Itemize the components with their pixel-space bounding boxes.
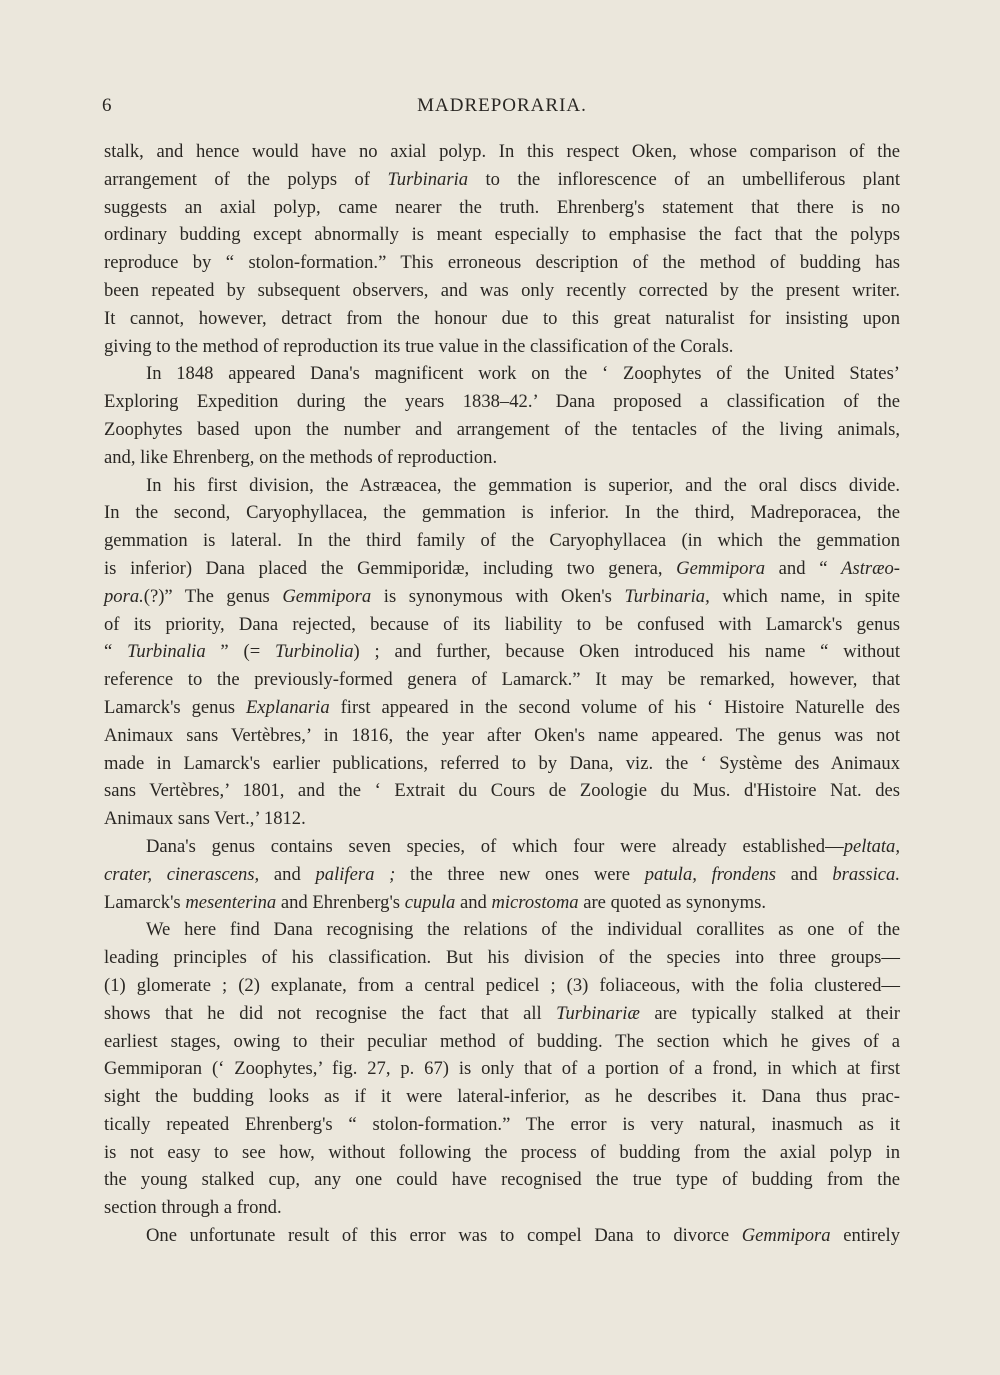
italic-text: Turbinaria,	[624, 585, 710, 607]
text-run: ) ; and further, because Oken introduced his name “ without	[353, 641, 901, 663]
text-line	[104, 194, 900, 222]
body-text	[104, 138, 900, 1250]
text-line	[104, 805, 900, 833]
text-line	[104, 1000, 900, 1028]
text-line	[104, 166, 900, 194]
text-line	[104, 499, 900, 527]
text-run: shows that he did not recognise the fact that all	[104, 1002, 557, 1024]
text-line	[104, 1194, 900, 1222]
italic-text: Turbinariæ	[556, 1002, 640, 1024]
text-line	[104, 583, 900, 611]
italic-text: Gemmipora	[741, 1225, 831, 1247]
text-line	[104, 305, 900, 333]
text-run: One unfortunate result of this error was to compel Dana to divorce	[146, 1225, 742, 1247]
text-run: section through a frond.	[104, 1197, 282, 1219]
text-run: reference to the previously-formed genera of Lamarck.” It may be remarked, however, that	[104, 669, 900, 691]
text-run: earliest stages, owing to their peculiar method of budding. The section which he gives of a	[104, 1030, 900, 1052]
text-line	[104, 889, 900, 917]
text-run: “	[104, 641, 128, 663]
italic-text: crater, cinerascens,	[104, 863, 260, 885]
text-line	[104, 555, 900, 583]
text-line	[104, 1111, 900, 1139]
text-line	[104, 666, 900, 694]
paragraph	[104, 916, 900, 1222]
text-line	[104, 472, 900, 500]
text-line	[104, 916, 900, 944]
text-run: Gemmiporan (‘ Zoophytes,’ fig. 27, p. 67) is only that of a portion of a frond, in which at first	[104, 1058, 900, 1080]
text-line	[104, 277, 900, 305]
text-run: Zoophytes based upon the number and arrangement of the tentacles of the living animals,	[104, 418, 900, 440]
text-line	[104, 972, 900, 1000]
text-line	[104, 444, 900, 472]
text-run: giving to the method of reproduction its true value in the classification of the Corals.	[104, 335, 734, 357]
text-run: are typically stalked at their	[639, 1002, 900, 1024]
text-line	[104, 527, 900, 555]
paragraph	[104, 472, 900, 833]
text-run: and	[259, 863, 316, 885]
paragraph	[104, 138, 900, 360]
italic-text: Turbinalia	[127, 641, 206, 663]
text-run: entirely	[830, 1225, 901, 1247]
text-run: In his first division, the Astræacea, the gemmation is superior, and the oral discs divide.	[146, 474, 900, 496]
text-run: (1) glomerate ; (2) explanate, from a central pedicel ; (3) foliaceous, with the folia clustered—	[104, 974, 900, 996]
text-line	[104, 333, 900, 361]
italic-text: patula, frondens	[644, 863, 777, 885]
text-line	[104, 833, 900, 861]
text-run: is not easy to see how, without following the process of budding from the axial polyp in	[104, 1141, 900, 1163]
italic-text: Explanaria	[245, 696, 330, 718]
text-run: It cannot, however, detract from the honour due to this great naturalist for insisting upon	[104, 307, 900, 329]
text-run: and	[776, 863, 833, 885]
page-header	[102, 95, 902, 123]
text-run: made in Lamarck's earlier publications, referred to by Dana, viz. the ‘ Système des Animaux	[104, 752, 900, 774]
text-run: the young stalked cup, any one could have recognised the true type of budding from the	[104, 1169, 900, 1191]
text-run: (?)” The genus	[143, 585, 283, 607]
italic-text: Turbinolia	[275, 641, 354, 663]
text-run: and Ehrenberg's	[276, 891, 405, 913]
text-run: first appeared in the second volume of his ‘ Histoire Naturelle des	[329, 696, 900, 718]
text-line	[104, 638, 900, 666]
text-run: Lamarck's genus	[104, 696, 246, 718]
text-run: sight the budding looks as if it were lateral-inferior, as he describes it. Dana thus prac-	[104, 1086, 900, 1108]
paragraph	[104, 1222, 900, 1250]
text-line	[104, 1028, 900, 1056]
italic-text: peltata,	[843, 835, 900, 857]
text-line	[104, 388, 900, 416]
text-run: sans Vertèbres,’ 1801, and the ‘ Extrait du Cours de Zoologie du Mus. d'Histoire Nat. des	[104, 780, 900, 802]
text-line	[104, 944, 900, 972]
italic-text: microstoma	[491, 891, 579, 913]
text-run: and, like Ehrenberg, on the methods of reproduction.	[104, 446, 498, 468]
text-line	[104, 611, 900, 639]
italic-text: brassica.	[832, 863, 900, 885]
text-line	[104, 750, 900, 778]
text-run: to the inflorescence of an umbelliferous plant	[468, 168, 900, 190]
text-line	[104, 722, 900, 750]
text-run: suggests an axial polyp, came nearer the truth. Ehrenberg's statement that there is no	[104, 196, 900, 218]
text-run: Animaux sans Vertèbres,’ in 1816, the year after Oken's name appeared. The genus was not	[104, 724, 900, 746]
italic-text: Turbinaria	[387, 168, 469, 190]
italic-text: palifera ;	[315, 863, 396, 885]
italic-text: mesenterina	[185, 891, 277, 913]
text-run: been repeated by subsequent observers, and was only recently corrected by the present writer.	[104, 279, 900, 301]
text-line	[104, 777, 900, 805]
text-run: In 1848 appeared Dana's magnificent work on the ‘ Zoophytes of the United States’	[146, 363, 900, 385]
text-line	[104, 1222, 900, 1250]
running-head: MADREPORARIA.	[417, 95, 587, 116]
text-line	[104, 694, 900, 722]
text-run: In the second, Caryophyllacea, the gemmation is inferior. In the third, Madreporacea, the	[104, 502, 900, 524]
text-run: and “	[765, 557, 842, 579]
text-run: Lamarck's	[104, 891, 186, 913]
text-run: gemmation is lateral. In the third family of the Caryophyllacea (in which the gemmation	[104, 530, 900, 552]
italic-text: cupula	[404, 891, 456, 913]
text-run: We here find Dana recognising the relations of the individual corallites as one of the	[146, 919, 900, 941]
italic-text: pora.	[104, 585, 144, 607]
text-line	[104, 861, 900, 889]
text-line	[104, 1083, 900, 1111]
text-run: Exploring Expedition during the years 1838–42.’ Dana proposed a classification of the	[104, 391, 900, 413]
text-run: is inferior) Dana placed the Gemmiporidæ, including two genera,	[104, 557, 677, 579]
text-run: ” (=	[205, 641, 275, 663]
text-line	[104, 1139, 900, 1167]
text-run: ordinary budding except abnormally is meant especially to emphasise the fact that the polyps	[104, 224, 900, 246]
text-line	[104, 221, 900, 249]
text-run: stalk, and hence would have no axial polyp. In this respect Oken, whose comparison of the	[104, 141, 900, 162]
text-run: the three new ones were	[395, 863, 645, 885]
text-line	[104, 416, 900, 444]
page-number: 6	[102, 95, 112, 116]
text-run: Animaux sans Vert.,’ 1812.	[104, 808, 306, 830]
text-line	[104, 360, 900, 388]
text-line	[104, 1166, 900, 1194]
text-line	[104, 1055, 900, 1083]
text-line	[104, 138, 900, 166]
text-line	[104, 249, 900, 277]
text-run: tically repeated Ehrenberg's “ stolon-formation.” The error is very natural, inasmuch as it	[104, 1113, 900, 1135]
text-run: and	[455, 891, 492, 913]
text-run: arrangement of the polyps of	[104, 168, 388, 190]
italic-text: Gemmipora	[282, 585, 372, 607]
italic-text: Gemmipora	[676, 557, 766, 579]
text-run: reproduce by “ stolon-formation.” This erroneous description of the method of budding has	[104, 252, 900, 274]
paragraph	[104, 360, 900, 471]
text-run: Dana's genus contains seven species, of which four were already established—	[146, 835, 844, 857]
paragraph	[104, 833, 900, 916]
italic-text: Astræo-	[841, 557, 900, 579]
text-run: of its priority, Dana rejected, because of its liability to be confused with Lamarck's genus	[104, 613, 900, 635]
text-run: which name, in spite	[709, 585, 900, 607]
text-run: are quoted as synonyms.	[578, 891, 767, 913]
text-run: leading principles of his classification. But his division of the species into three groups—	[104, 947, 900, 969]
text-run: is synonymous with Oken's	[371, 585, 625, 607]
